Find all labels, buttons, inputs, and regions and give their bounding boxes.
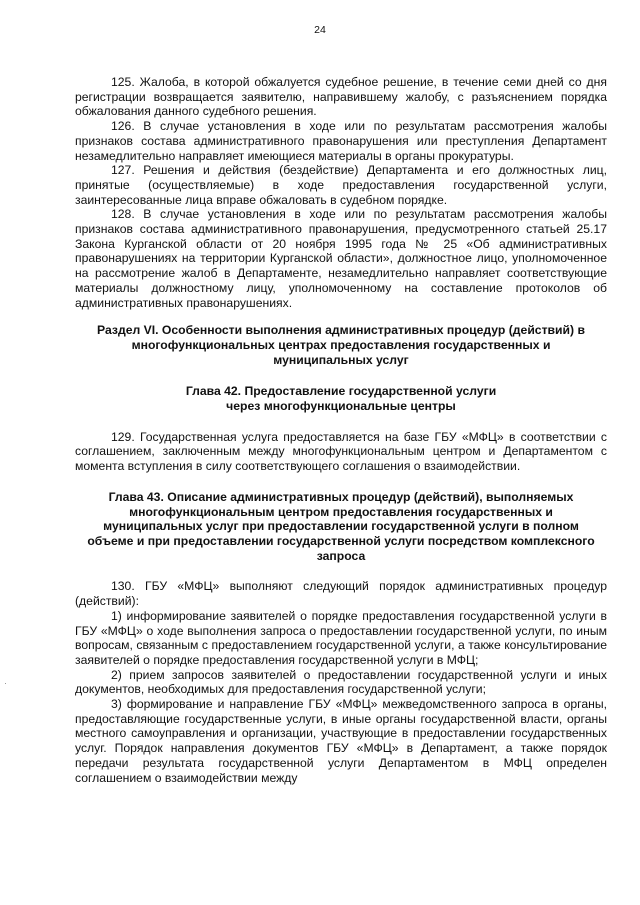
list-item-1: 1) информирование заявителей о порядке предоставления государственной услуги в ГБУ «МФЦ» о ходе выполнения запроса о предоставлении государственной услуги, по иным вопросам, связанным с предоставлением государственной услуги, а также консультирование заявителей о порядке предоставления государственной услуги в МФЦ; bbox=[75, 608, 607, 667]
page-body bbox=[75, 75, 607, 785]
paragraph-129: 129. Государственная услуга предоставляется на базе ГБУ «МФЦ» в соответствии с соглашением, заключенным между многофункциональным центром и Департаментом с момента вступления в силу соответствующего соглашения о взаимодействии. bbox=[75, 429, 607, 474]
paragraph-130: 130. ГБУ «МФЦ» выполняют следующий порядок административных процедур (действий): bbox=[75, 579, 607, 609]
paragraph-126: 126. В случае установления в ходе или по результатам рассмотрения жалобы признаков состава административного правонарушения или преступления Департамент незамедлительно направляет имеющиеся материалы в органы прокуратуры. bbox=[75, 119, 607, 163]
chapter-42-title-line-1: Глава 42. Предоставление государственной услуги bbox=[185, 384, 497, 399]
chapter-42-heading bbox=[75, 384, 607, 413]
list-item-3: 3) формирование и направление ГБУ «МФЦ» межведомственного запроса в органы, предоставляющие государственные услуги, в иные органы государственной власти, органы местного самоуправления и организации, участвующие в предоставлении государственных услуг. Порядок направления документов ГБУ «МФЦ» в Департамент, а также порядок передачи результата государственной услуги Департаментом в МФЦ определен соглашением о взаимодействии между bbox=[75, 697, 607, 785]
section-heading: Раздел VI. Особенности выполнения административных процедур (действий) в многофункциональных центрах предоставления государственных и муниципальных услуг bbox=[97, 323, 585, 367]
margin-speck bbox=[5, 683, 6, 684]
spacer bbox=[75, 367, 607, 384]
spacer bbox=[75, 563, 607, 579]
list-item-2: 2) прием запросов заявителей о предоставлении государственной услуги и иных документов, необходимых для предоставления государственной услуги; bbox=[75, 667, 607, 697]
paragraph-125: 125. Жалоба, в которой обжалуется судебное решение, в течение семи дней со дня регистрации возвращается заявителю, направившему жалобу, с разъяснением порядка обжалования данного судебного решения. bbox=[75, 75, 607, 119]
paragraph-128: 128. В случае установления в ходе или по результатам рассмотрения жалобы признаков состава административного правонарушения, предусмотренного статьей 25.17 Закона Курганской области от 20 ноября 1995 года № 25 «Об административных правонарушениях на территории Курганской области», должностное лицо, уполномоченное на рассмотрение жалоб в Департаменте, незамедлительно направляет соответствующие материалы должностному лицу, уполномоченному на составление протоколов об административных правонарушениях. bbox=[75, 207, 607, 310]
spacer bbox=[75, 474, 607, 490]
chapter-42-title-line-2: через многофункциональные центры bbox=[226, 399, 456, 414]
page-number: 24 bbox=[314, 24, 326, 36]
chapter-43-heading: Глава 43. Описание административных процедур (действий), выполняемых многофункциональным центром предоставления государственных и муниципальных услуг при предоставлении государственной услуги в полном объеме и при предоставлении государственной услуги посредством комплексного запроса bbox=[87, 489, 595, 563]
spacer bbox=[75, 414, 607, 430]
spacer bbox=[75, 310, 607, 323]
paragraph-127: 127. Решения и действия (бездействие) Департамента и его должностных лиц, принятые (осуществляемые) в ходе предоставления государственной услуги, заинтересованные лица вправе обжаловать в судебном порядке. bbox=[75, 163, 607, 207]
